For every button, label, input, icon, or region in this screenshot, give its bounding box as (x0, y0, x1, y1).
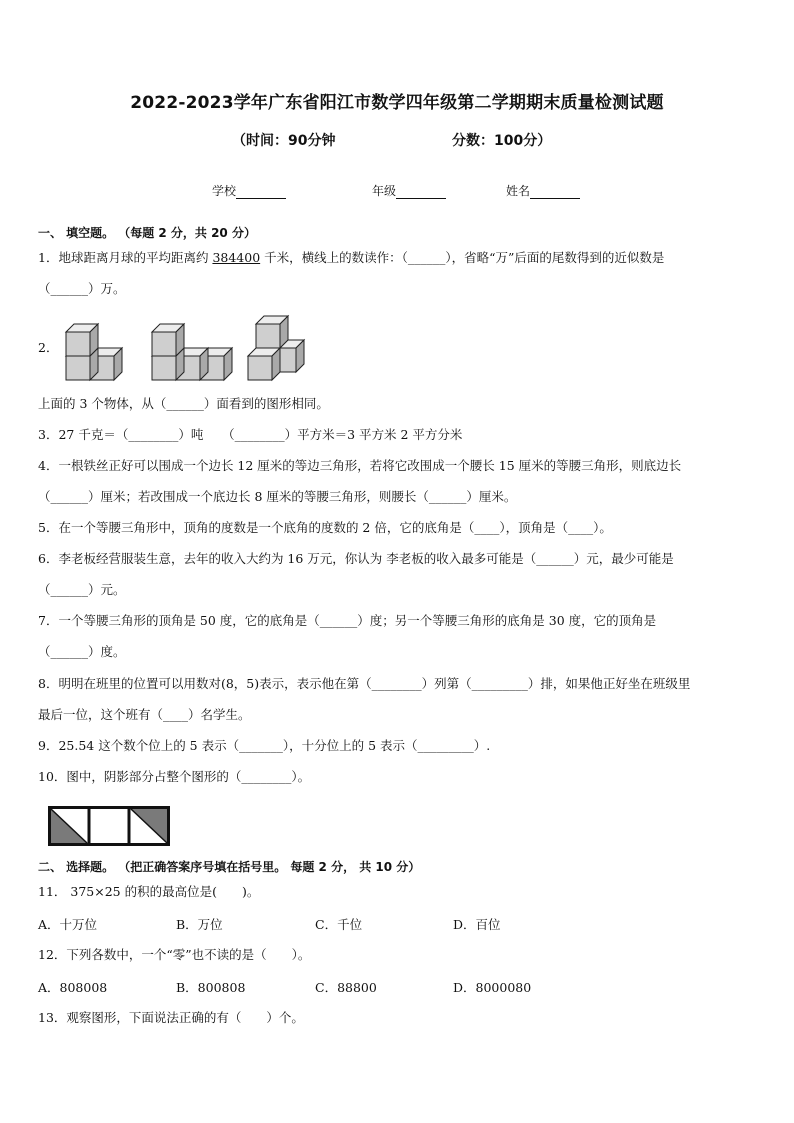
q12-option-d[interactable]: D．8000080 (453, 980, 532, 995)
question-10: 10．图中，阴影部分占整个图形的（________）。 (38, 769, 311, 784)
section-2-heading (38, 858, 420, 875)
question-6-cont: （______）元。 (38, 582, 126, 597)
page-title: 2022-2023学年广东省阳江市数学四年级第二学期期末质量检测试题 (130, 93, 664, 113)
section-1-heading (38, 224, 256, 241)
section-2-title: 二、 选择题。 (38, 860, 115, 874)
grade-blank[interactable] (396, 186, 446, 199)
question-11: 11． 375×25 的积的最高位是( )。 (38, 884, 260, 899)
question-1 (38, 242, 758, 273)
q1-text-b: 千米，横线上的数读作：（______），省略“万”后面的尾数得到的近似数是 (260, 250, 665, 265)
question-4-cont: （______）厘米；若改围成一个底边长 8 厘米的等腰三角形，则腰长（______）厘米。 (38, 489, 517, 504)
school-blank[interactable] (236, 186, 286, 199)
question-2: 上面的 3 个物体，从（______）面看到的图形相同。 (38, 396, 329, 411)
q2-number: 2． (38, 340, 59, 355)
cube-figures (60, 310, 320, 385)
question-3: 3．27 千克＝（________）吨 （________）平方米＝3 平方米 2 平方分米 (38, 427, 463, 442)
figure-1 (66, 324, 122, 380)
q12-option-b[interactable]: B．800808 (176, 980, 246, 995)
question-6: 6．李老板经营服装生意，去年的收入大约为 16 万元，你认为 李老板的收入最多可能是（______）元，最少可能是 (38, 551, 674, 566)
section-1-title: 一、 填空题。 (38, 226, 115, 240)
q12-option-a[interactable]: A．808008 (38, 980, 108, 995)
section-2-note: （把正确答案序号填在括号里。 每题 2 分， 共 10 分） (124, 860, 421, 874)
question-1-cont: （______）万。 (38, 281, 126, 296)
name-label: 姓名 (506, 184, 531, 198)
name-blank[interactable] (530, 186, 580, 199)
school-label: 学校 (212, 184, 237, 198)
question-7-cont: （______）度。 (38, 644, 126, 659)
section-1-note: （每题 2 分，共 20 分） (124, 226, 256, 240)
question-13: 13．观察图形，下面说法正确的有（ ）个。 (38, 1010, 304, 1025)
school-field[interactable] (212, 182, 286, 199)
question-7: 7．一个等腰三角形的顶角是 50 度，它的底角是（______）度；另一个等腰三角形的底角是 30 度，它的顶角是 (38, 613, 657, 628)
question-8-cont: 最后一位，这个班有（____）名学生。 (38, 707, 251, 722)
q11-option-c[interactable]: C．千位 (315, 917, 363, 932)
question-4: 4．一根铁丝正好可以围成一个边长 12 厘米的等边三角形，若将它改围成一个腰长 15 厘米的等腰三角形，则底边长 (38, 458, 682, 473)
question-12: 12．下列各数中，一个“零”也不读的是（ ）。 (38, 947, 311, 962)
question-8: 8．明明在班里的位置可以用数对(8，5)表示，表示他在第（________）列第（_________）排，如果他正好坐在班级里 (38, 676, 691, 691)
question-5: 5．在一个等腰三角形中，顶角的度数是一个底角的度数的 2 倍，它的底角是（____），顶角是（____）。 (38, 520, 612, 535)
q12-option-c[interactable]: C．88800 (315, 980, 377, 995)
score-label: 分数：100分） (452, 133, 552, 149)
question-9: 9．25.54 这个数个位上的 5 表示（_______），十分位上的 5 表示（_________）. (38, 738, 491, 753)
shaded-rectangle-figure (48, 806, 172, 848)
time-label: （时间：90分钟 (232, 133, 336, 149)
q1-number: 384400 (212, 250, 261, 265)
q11-option-d[interactable]: D．百位 (453, 917, 501, 932)
grade-label: 年级 (372, 184, 397, 198)
figure-3 (248, 316, 304, 380)
q1-text-a: 1．地球距离月球的平均距离约 (38, 250, 213, 265)
grade-field[interactable] (372, 182, 446, 199)
q11-option-b[interactable]: B．万位 (176, 917, 223, 932)
name-field[interactable] (506, 182, 580, 199)
q11-option-a[interactable]: A．十万位 (38, 917, 98, 932)
figure-2 (152, 324, 232, 380)
